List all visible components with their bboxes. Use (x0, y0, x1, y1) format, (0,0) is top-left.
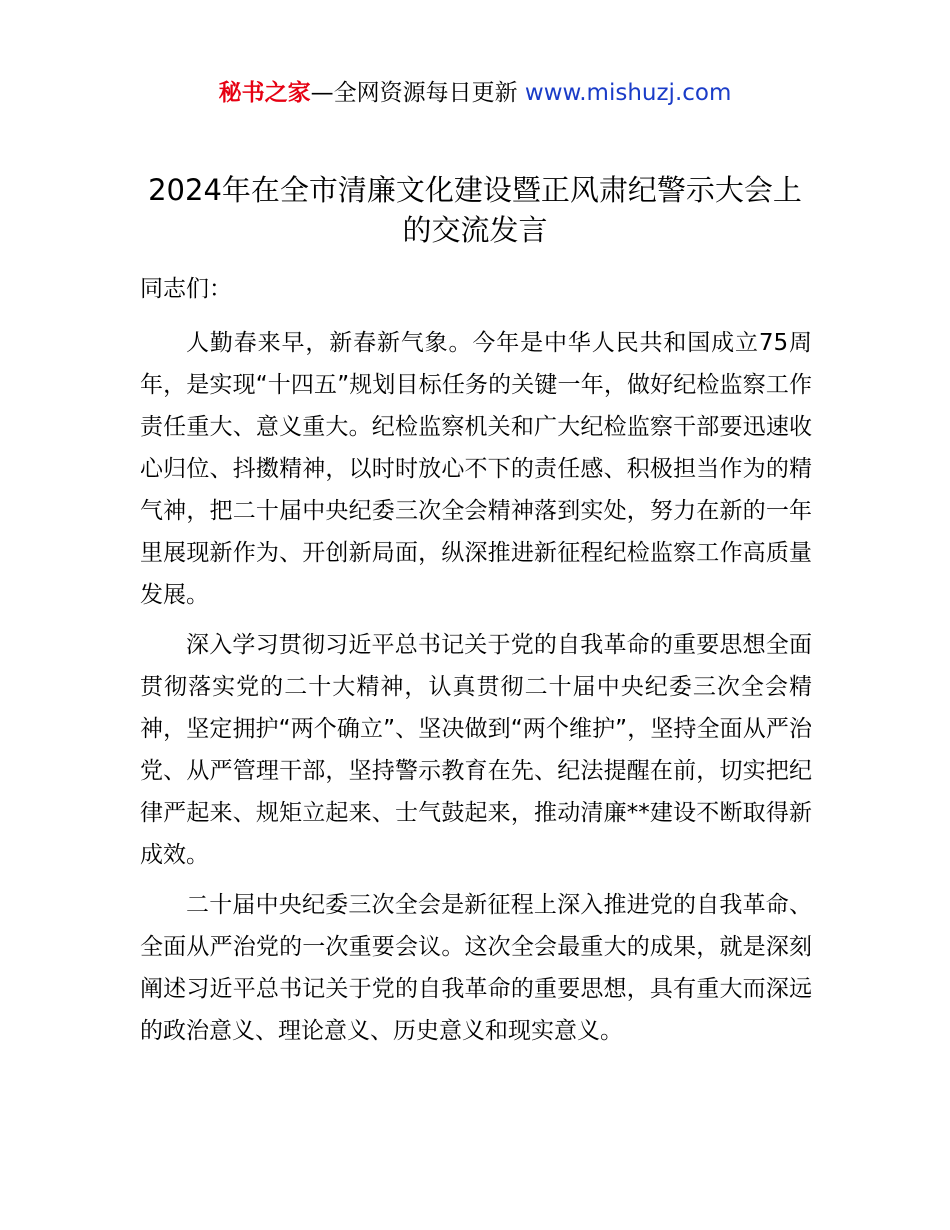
paragraph-2: 深入学习贯彻习近平总书记关于党的自我革命的重要思想全面贯彻落实党的二十大精神，认真贯彻二十届中央纪委三次全会精神，坚定拥护“两个确立”、坚决做到“两个维护”，坚持全面从严治党、从严管理干部，坚持警示教育在先、纪法提醒在前，切实把纪律严起来、规矩立起来、士气鼓起来，推动清廉**建设不断取得新成效。 (140, 632, 812, 868)
site-header (0, 78, 950, 108)
document-title: 2024年在全市清廉文化建设暨正风肃纪警示大会上的交流发言 (148, 173, 802, 247)
site-url-link[interactable]: www.mishuzj.com (524, 80, 732, 106)
document-body (140, 268, 812, 1060)
salutation: 同志们： (140, 276, 232, 302)
paragraph-3: 二十届中央纪委三次全会是新征程上深入推进党的自我革命、全面从严治党的一次重要会议。这次全会最重大的成果，就是深刻阐述习近平总书记关于党的自我革命的重要思想，具有重大而深远的政治意义、理论意义、历史意义和现实意义。 (140, 892, 812, 1044)
site-brand: 秘书之家 (218, 80, 311, 106)
site-tagline: —全网资源每日更新 (310, 80, 518, 106)
paragraph-1: 人勤春来早，新春新气象。今年是中华人民共和国成立75周年，是实现“十四五”规划目标任务的关键一年，做好纪检监察工作责任重大、意义重大。纪检监察机关和广大纪检监察干部要迅速收心归位、抖擞精神，以时时放心不下的责任感、积极担当作为的精气神，把二十届中央纪委三次全会精神落到实处，努力在新的一年里展现新作为、开创新局面，纵深推进新征程纪检监察工作高质量发展。 (140, 330, 812, 608)
